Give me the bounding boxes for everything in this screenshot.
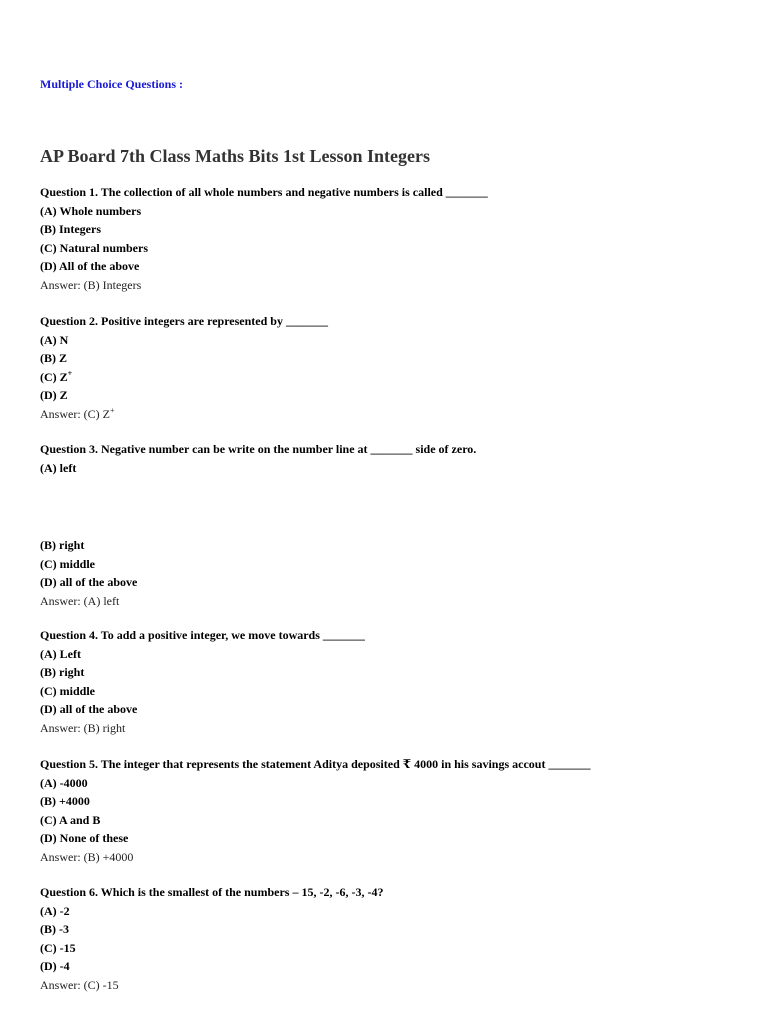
answer-text: Answer: (C) -15 [40,977,119,992]
question-block-3 [40,440,476,477]
answer-text: Answer: (B) +4000 [40,849,134,864]
option-d: (D) all of the above [40,702,138,717]
option-b: (B) -3 [40,922,69,937]
answer-text: Answer: (B) Integers [40,277,142,292]
answer-text [40,405,328,424]
option-b: (B) Integers [40,222,101,237]
option-c [40,368,328,387]
option-a: (A) Left [40,646,81,661]
option-a: (A) -4000 [40,775,88,790]
question-text: Question 6. Which is the smallest of the numbers – 15, -2, -6, -3, -4? [40,885,384,899]
answer-label: Answer: (C) Z [40,406,110,421]
superscript-plus: + [67,368,73,378]
option-b: (B) right [40,538,85,552]
option-d: (D) -4 [40,959,70,974]
answer-text: Answer: (A) left [40,593,120,608]
option-c: (C) middle [40,683,95,698]
question-block-2 [40,312,328,424]
option-c: (C) -15 [40,940,76,955]
superscript-plus: + [109,405,115,415]
option-b: (B) right [40,665,85,680]
option-d: (D) Z [40,388,68,403]
question-text: Question 1. The collection of all whole numbers and negative numbers is called _______ [40,185,488,199]
option-a: (A) -2 [40,903,70,918]
question-block-5 [40,755,590,867]
option-a: (A) N [40,332,69,347]
question-text: Question 5. The integer that represents the statement Aditya deposited ₹ 4000 in his savings accout _______ [40,757,591,771]
option-b: (B) Z [40,351,67,366]
option-c: (C) middle [40,556,95,571]
option-c: (C) Natural numbers [40,240,148,255]
section-heading-link[interactable]: Multiple Choice Questions : [40,77,183,91]
question-block-4 [40,626,365,738]
question-block-1 [40,183,488,295]
question-text: Question 2. Positive integers are represented by _______ [40,314,328,328]
page-title: AP Board 7th Class Maths Bits 1st Lesson Integers [40,146,431,166]
question-text: Question 4. To add a positive integer, we move towards _______ [40,628,365,642]
option-c: (C) A and B [40,812,101,827]
question-block-6 [40,883,383,995]
question-block-3-continued [40,536,137,610]
option-b: (B) +4000 [40,794,90,809]
option-d: (D) None of these [40,831,129,846]
option-c-label: (C) Z [40,369,68,384]
answer-text: Answer: (B) right [40,720,126,735]
option-d: (D) All of the above [40,259,140,274]
question-text: Question 3. Negative number can be write on the number line at _______ side of zero. [40,442,477,456]
option-d: (D) all of the above [40,575,138,590]
option-a: (A) left [40,460,77,475]
option-a: (A) Whole numbers [40,203,142,218]
